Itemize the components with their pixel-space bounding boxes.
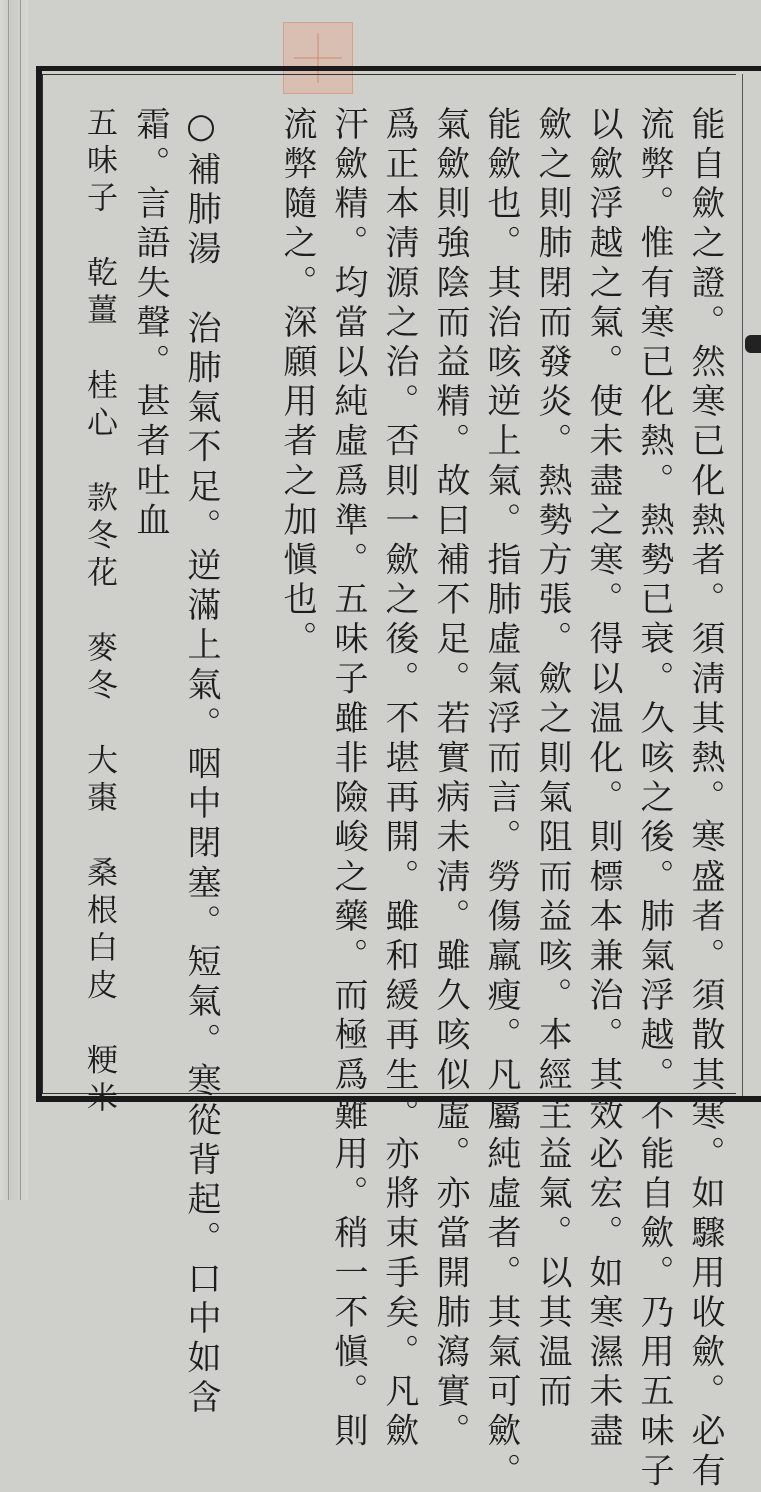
adjacent-page-edge bbox=[0, 0, 28, 1200]
text-column-5: 能歛也。其治咳逆上氣。指肺虛氣浮而言。勞傷羸瘦。凡屬純虛者。其氣可歛。 bbox=[481, 106, 521, 1492]
fold-mark bbox=[745, 335, 761, 353]
text-column-8: 汗歛精。均當以純虛爲準。五味子雖非險峻之藥。而極爲難用。稍一不愼。則 bbox=[328, 106, 368, 1453]
text-column-9: 流弊隨之。深願用者之加愼也。 bbox=[277, 106, 317, 661]
text-column-1: 能自歛之證。然寒已化熱者。須淸其熱。寒盛者。須散其寒。如驟用收歛。必有 bbox=[685, 106, 725, 1492]
text-column-6: 氣歛則強陰而益精。故曰補不足。若實病未淸。雖久咳似虛。亦當開肺瀉實。 bbox=[430, 106, 470, 1453]
text-column-11: ○補肺湯 治肺氣不足。逆滿上氣。咽中閉塞。短氣。寒從背起。口中如含 bbox=[181, 106, 221, 1419]
text-body bbox=[60, 86, 728, 1492]
text-column-7: 爲正本淸源之治。否則一歛之後。不堪再開。雖和緩再生。亦將束手矣。凡歛 bbox=[379, 106, 419, 1453]
fold-line bbox=[742, 74, 743, 1096]
text-column-4: 歛之則肺閉而發炎。熱勢方張。歛之則氣阻而益咳。本經主益氣。以其温而 bbox=[532, 106, 572, 1413]
text-column-12: 霜。言語失聲。甚者吐血 bbox=[130, 106, 170, 542]
text-column-10 bbox=[223, 106, 269, 1096]
page-border-right-edge bbox=[736, 66, 761, 1102]
text-column-3: 以歛浮越之氣。使未盡之寒。得以温化。則標本兼治。其效必宏。如寒濕未盡 bbox=[583, 106, 623, 1453]
text-column-13: 五味子 乾薑 桂心 款冬花 麥冬 大棗 桑根白皮 粳米 bbox=[81, 106, 117, 1119]
text-column-2: 流弊。惟有寒已化熱。熱勢已衰。久咳之後。肺氣浮越。不能自歛。乃用五味子 bbox=[634, 106, 674, 1492]
